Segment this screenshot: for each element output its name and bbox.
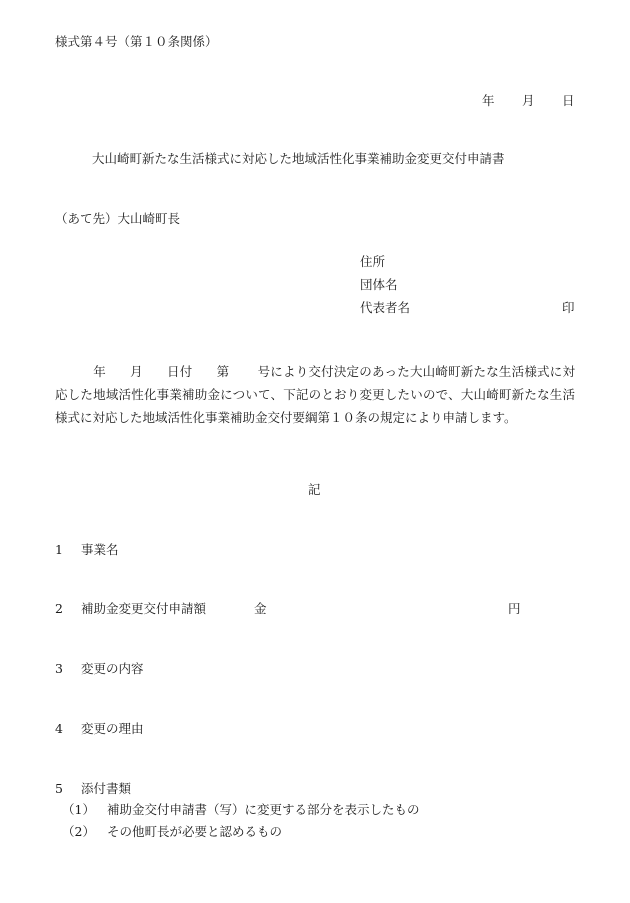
attachment-1-number: （1） [62, 802, 95, 817]
form-number: 様式第４号（第１０条関係） [55, 34, 218, 49]
item-2-label: 補助金変更交付申請額 [81, 601, 207, 616]
item-1-number: 1 [55, 542, 63, 557]
body-day-dated: 日付 [166, 364, 193, 379]
body-text: 号により交付決定のあった大山崎町新たな生活様式に対応した地域活性化事業補助金について、下記のとおり変更したいので、大山崎町新たな生活様式に対応した地域活性化事業補助金交付要綱第１０条の規定により申請します。 [55, 364, 575, 425]
document-title: 大山崎町新たな生活様式に対応した地域活性化事業補助金変更交付申請書 [92, 151, 505, 166]
item-5-number: 5 [55, 781, 63, 796]
body-month: 月 [129, 364, 143, 379]
body-paragraph [55, 360, 575, 429]
date-month-label: 月 [522, 93, 535, 108]
body-year: 年 [93, 364, 106, 379]
item-4-label: 変更の理由 [81, 721, 144, 736]
item-1-label: 事業名 [81, 542, 119, 557]
item-3-number: 3 [55, 661, 63, 676]
date-day-label: 日 [562, 93, 575, 108]
attachment-2-number: （2） [62, 824, 95, 839]
ki-heading: 記 [308, 482, 321, 497]
body-number-prefix: 第 [216, 364, 230, 379]
seal-mark: 印 [562, 300, 575, 315]
date-year-label: 年 [482, 93, 495, 108]
attachment-2-text: その他町長が必要と認めるもの [107, 824, 283, 839]
attachment-1-text: 補助金交付申請書（写）に変更する部分を表示したもの [107, 802, 420, 817]
org-name-label: 団体名 [360, 277, 398, 292]
addressee: （あて先）大山崎町長 [55, 211, 181, 226]
item-5-label: 添付書類 [81, 781, 132, 796]
item-2-number: 2 [55, 601, 63, 616]
item-3-label: 変更の内容 [81, 661, 144, 676]
item-2-amount-unit: 円 [508, 601, 521, 616]
item-2-amount-prefix: 金 [254, 601, 267, 616]
item-4-number: 4 [55, 721, 63, 736]
address-label: 住所 [360, 254, 386, 269]
representative-label: 代表者名 [360, 300, 411, 315]
